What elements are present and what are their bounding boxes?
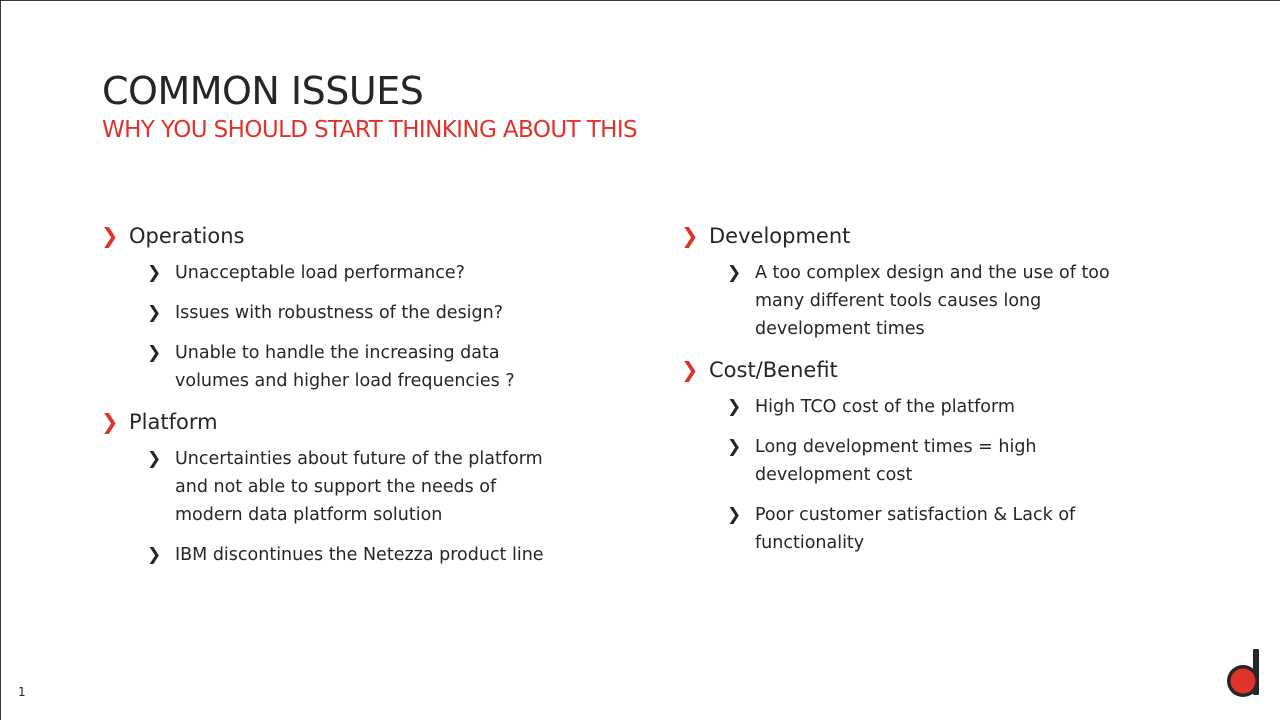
list-item bbox=[727, 259, 1137, 343]
list-item-text: High TCO cost of the platform bbox=[755, 397, 1015, 417]
section-heading-label: Platform bbox=[129, 410, 218, 434]
left-column bbox=[101, 221, 571, 581]
section-operations bbox=[101, 221, 571, 395]
list-item-text: IBM discontinues the Netezza product line bbox=[175, 545, 544, 565]
chevron-right-icon: ❯ bbox=[147, 343, 162, 363]
list-item-text: Unacceptable load performance? bbox=[175, 263, 465, 283]
list-item bbox=[727, 393, 1141, 421]
section-development bbox=[681, 221, 1141, 343]
list-item-text: Poor customer satisfaction & Lack of functionality bbox=[755, 505, 1076, 553]
page-number: 1 bbox=[18, 685, 26, 699]
list-item-text: A too complex design and the use of too many different tools causes long development times bbox=[755, 263, 1110, 339]
section-heading-label: Development bbox=[709, 224, 851, 248]
list-item bbox=[147, 259, 571, 287]
slide-title: COMMON ISSUES bbox=[102, 69, 424, 113]
slide-subtitle: WHY YOU SHOULD START THINKING ABOUT THIS bbox=[102, 117, 638, 143]
bullet-list bbox=[101, 445, 571, 569]
chevron-right-icon: ❯ bbox=[681, 358, 699, 382]
section-cost-benefit bbox=[681, 355, 1141, 557]
section-heading bbox=[681, 221, 1141, 251]
bullet-list bbox=[681, 393, 1141, 557]
chevron-right-icon: ❯ bbox=[147, 303, 162, 323]
section-heading-label: Cost/Benefit bbox=[709, 358, 838, 382]
section-heading bbox=[101, 221, 571, 251]
chevron-right-icon: ❯ bbox=[101, 224, 119, 248]
list-item bbox=[147, 339, 537, 395]
list-item-text: Unable to handle the increasing data volumes and higher load frequencies ? bbox=[175, 343, 515, 391]
list-item bbox=[727, 501, 1107, 557]
list-item-text: Uncertainties about future of the platform and not able to support the needs of modern data platform solution bbox=[175, 449, 543, 525]
brand-d-logo-icon bbox=[1225, 649, 1265, 699]
right-column bbox=[681, 221, 1141, 569]
list-item bbox=[147, 445, 552, 529]
list-item bbox=[147, 541, 571, 569]
list-item bbox=[727, 433, 1057, 489]
bullet-list bbox=[101, 259, 571, 395]
section-heading bbox=[681, 355, 1141, 385]
list-item bbox=[147, 299, 571, 327]
chevron-right-icon: ❯ bbox=[727, 437, 742, 457]
chevron-right-icon: ❯ bbox=[727, 397, 742, 417]
list-item-text: Issues with robustness of the design? bbox=[175, 303, 504, 323]
chevron-right-icon: ❯ bbox=[147, 449, 162, 469]
section-heading bbox=[101, 407, 571, 437]
section-platform bbox=[101, 407, 571, 569]
chevron-right-icon: ❯ bbox=[681, 224, 699, 248]
chevron-right-icon: ❯ bbox=[147, 545, 162, 565]
section-heading-label: Operations bbox=[129, 224, 245, 248]
chevron-right-icon: ❯ bbox=[727, 505, 742, 525]
chevron-right-icon: ❯ bbox=[727, 263, 742, 283]
chevron-right-icon: ❯ bbox=[147, 263, 162, 283]
chevron-right-icon: ❯ bbox=[101, 410, 119, 434]
bullet-list bbox=[681, 259, 1141, 343]
list-item-text: Long development times = high development cost bbox=[755, 437, 1037, 485]
